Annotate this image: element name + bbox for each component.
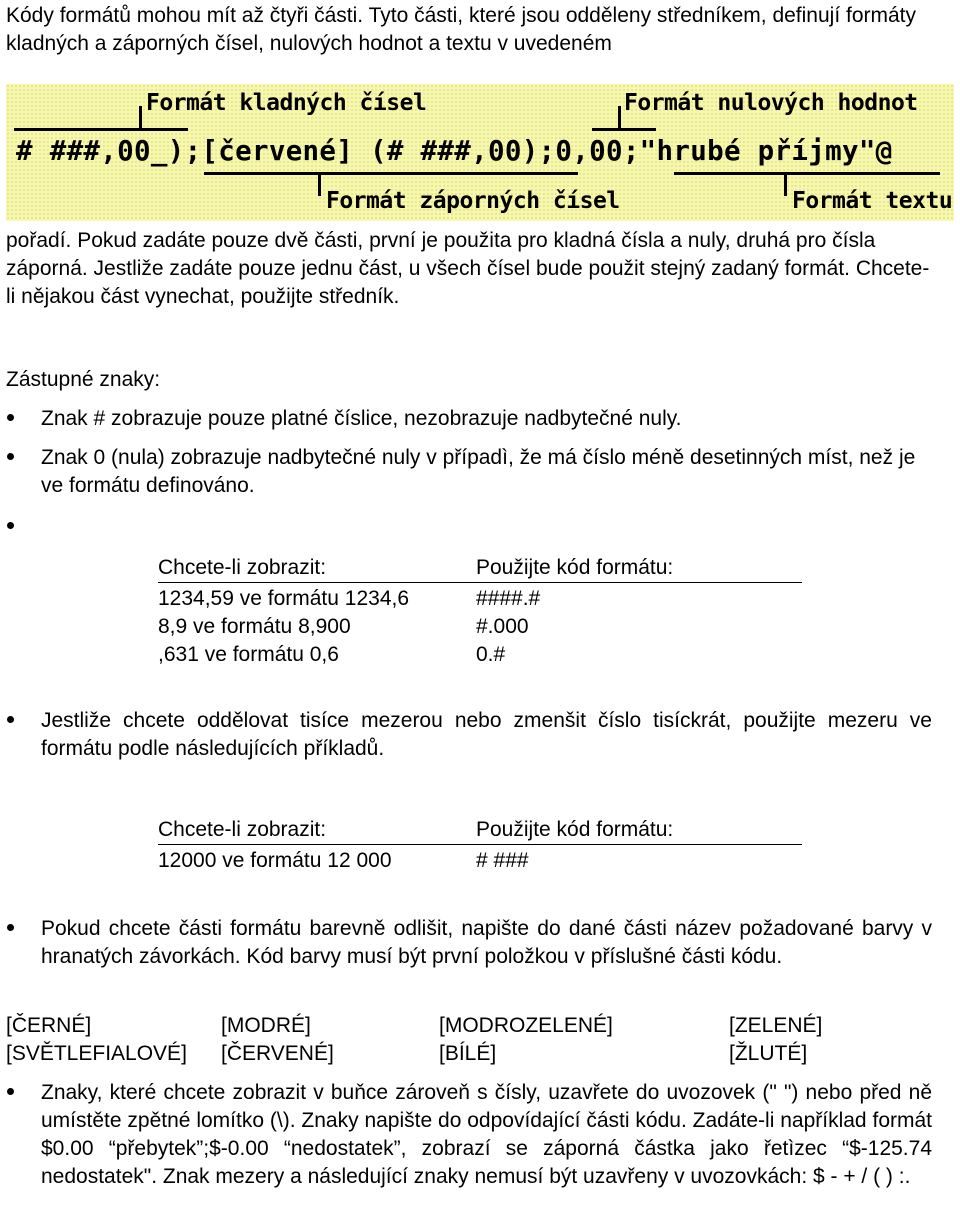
bracket-negative-tick (318, 172, 321, 196)
format-code: # ###,00_);[červené] (# ###,00);0,00;"hrubé příjmy"@ (16, 135, 893, 167)
color-name: [ZELENÉ] (729, 1014, 823, 1037)
bracket-text-tick (784, 172, 787, 196)
header-display: Chcete-li zobrazit: (158, 818, 327, 841)
color-name: [ČERNÉ] (6, 1014, 92, 1037)
bullet-text: Jestliže chcete oddělovat tisíce mezerou nebo zmenšit číslo tisíckrát, použijte mezeru ve formátu podle následujících příkladů. (41, 709, 932, 760)
cell-code: ####.# (476, 587, 541, 610)
color-names-grid (6, 1012, 936, 1072)
table-row (158, 612, 802, 641)
cell-display: ,631 ve formátu 0,6 (158, 643, 339, 666)
header-display: Chcete-li zobrazit: (158, 556, 327, 579)
table-row (158, 584, 802, 613)
bullet-icon (6, 915, 16, 925)
label-text-format: Formát textu (792, 188, 953, 214)
bullet-icon (6, 444, 16, 454)
bullet-icon (6, 513, 16, 523)
placeholders-heading: Zástupné znaky: (6, 368, 161, 391)
bracket-zero-tick (618, 106, 621, 130)
bullet-text: Znak # zobrazuje pouze platné číslice, nezobrazuje nadbytečné nuly. (41, 407, 682, 430)
cell-display: 12000 ve formátu 12 000 (158, 849, 392, 872)
bullet-text: Pokud chcete části formátu barevně odlišit, napište do dané části název požadované barvy v hranatých závorkách. Kód barvy musí být první položkou v příslušné části kódu. (41, 917, 932, 968)
table-header (158, 554, 802, 583)
bullet-icon (6, 405, 16, 415)
color-name: [ČERVENÉ] (221, 1042, 334, 1065)
label-positive-format: Formát kladných čísel (146, 90, 427, 116)
color-name: [BÍLÉ] (439, 1042, 497, 1065)
example-table-1 (158, 554, 802, 674)
header-code: Použijte kód formátu: (476, 556, 674, 579)
cell-code: #.000 (476, 615, 529, 638)
format-code-figure (6, 84, 954, 221)
color-name: [ŽLUTÉ] (729, 1042, 808, 1065)
cell-code: # ### (476, 849, 529, 872)
color-name: [SVĚTLEFIALOVÉ] (6, 1042, 187, 1065)
label-negative-format: Formát záporných čísel (326, 188, 620, 214)
bullet-text: Znak 0 (nula) zobrazuje nadbytečné nuly v případì, že má číslo méně desetinných míst, než je ve formátu definováno. (41, 446, 916, 497)
color-name: [MODRÉ] (221, 1014, 311, 1037)
bracket-positive-line (14, 128, 188, 131)
header-code: Použijte kód formátu: (476, 818, 674, 841)
bracket-negative-line (204, 172, 578, 175)
table-row (158, 846, 802, 875)
bracket-text-line (674, 172, 940, 175)
bullet-text: Znaky, které chcete zobrazit v buňce zároveň s čísly, uzavřete do uvozovek (" ") nebo před ně umístěte zpětné lomítko (\). Znaky napište do odpovídající části kódu. Zadáte-li například formát $0.00 “přebytek”;$-0.00 “nedostatek”, zobrazí se záporná částka jako řetìzec “$-125.74 nedostatek". Znak mezery a následující znaky nemusí být uzavřeny v uvozovkách: $ - + / ( ) :. (41, 1081, 932, 1188)
cell-display: 8,9 ve formátu 8,900 (158, 615, 351, 638)
label-zero-format: Formát nulových hodnot (624, 90, 918, 116)
bullet-icon (6, 1079, 16, 1089)
continuation-paragraph: pořadí. Pokud zadáte pouze dvě části, první je použita pro kladná čísla a nuly, druhá pro čísla záporná. Jestliže zadáte pouze jednu část, u všech čísel bude použit stejný zadaný formát. Chcete-li nějakou část vynechat, použijte středník. (6, 229, 930, 308)
table-row (158, 640, 802, 669)
example-table-2 (158, 816, 802, 878)
bracket-positive-tick (139, 106, 142, 130)
bullet-icon (6, 707, 16, 717)
intro-paragraph: Kódy formátů mohou mít až čtyři části. Tyto části, které jsou odděleny středníkem, definují formáty kladných a záporných čísel, nulových hodnot a textu v uvedeném (6, 4, 917, 55)
cell-code: 0.# (476, 643, 506, 666)
table-header (158, 816, 802, 845)
cell-display: 1234,59 ve formátu 1234,6 (158, 587, 410, 610)
bracket-zero-line (592, 128, 656, 131)
color-name: [MODROZELENÉ] (439, 1014, 613, 1037)
